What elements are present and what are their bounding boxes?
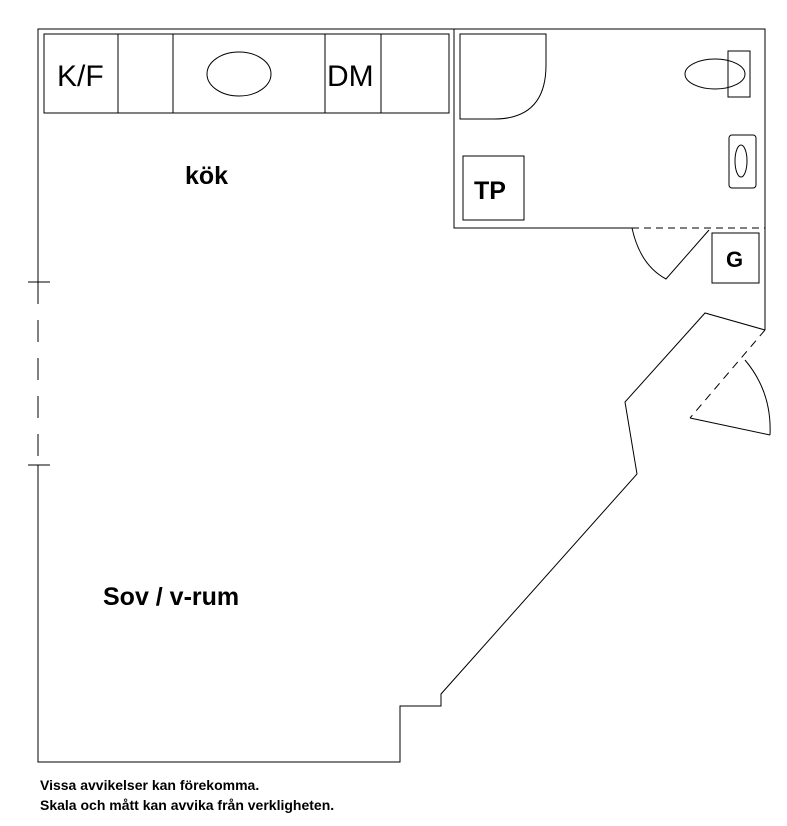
toilet-tank [728, 51, 750, 97]
disclaimer-line-2: Skala och mått kan avvika från verkligheten. [40, 797, 335, 813]
shower-icon [460, 34, 546, 119]
washbasin [729, 135, 756, 188]
disclaimer-line-1: Vissa avvikelser kan förekomma. [40, 777, 260, 793]
fridge-freezer-label: K/F [57, 60, 104, 93]
sink-icon [207, 52, 271, 96]
entrance-door-swing [745, 360, 770, 435]
kitchen-label: kök [185, 162, 229, 190]
outer-walls [28, 29, 765, 762]
bedroom-living-label: Sov / v-rum [103, 583, 240, 611]
washbasin-bowl-icon [735, 145, 747, 177]
toilet-icon [685, 59, 745, 89]
kitchen-counter [44, 34, 449, 113]
bathroom [454, 29, 765, 279]
entrance [625, 313, 770, 474]
g-label: G [726, 247, 744, 272]
dishwasher-label: DM [327, 60, 374, 93]
bathroom-door-swing [632, 228, 709, 279]
washer-dryer-label: TP [474, 177, 506, 205]
